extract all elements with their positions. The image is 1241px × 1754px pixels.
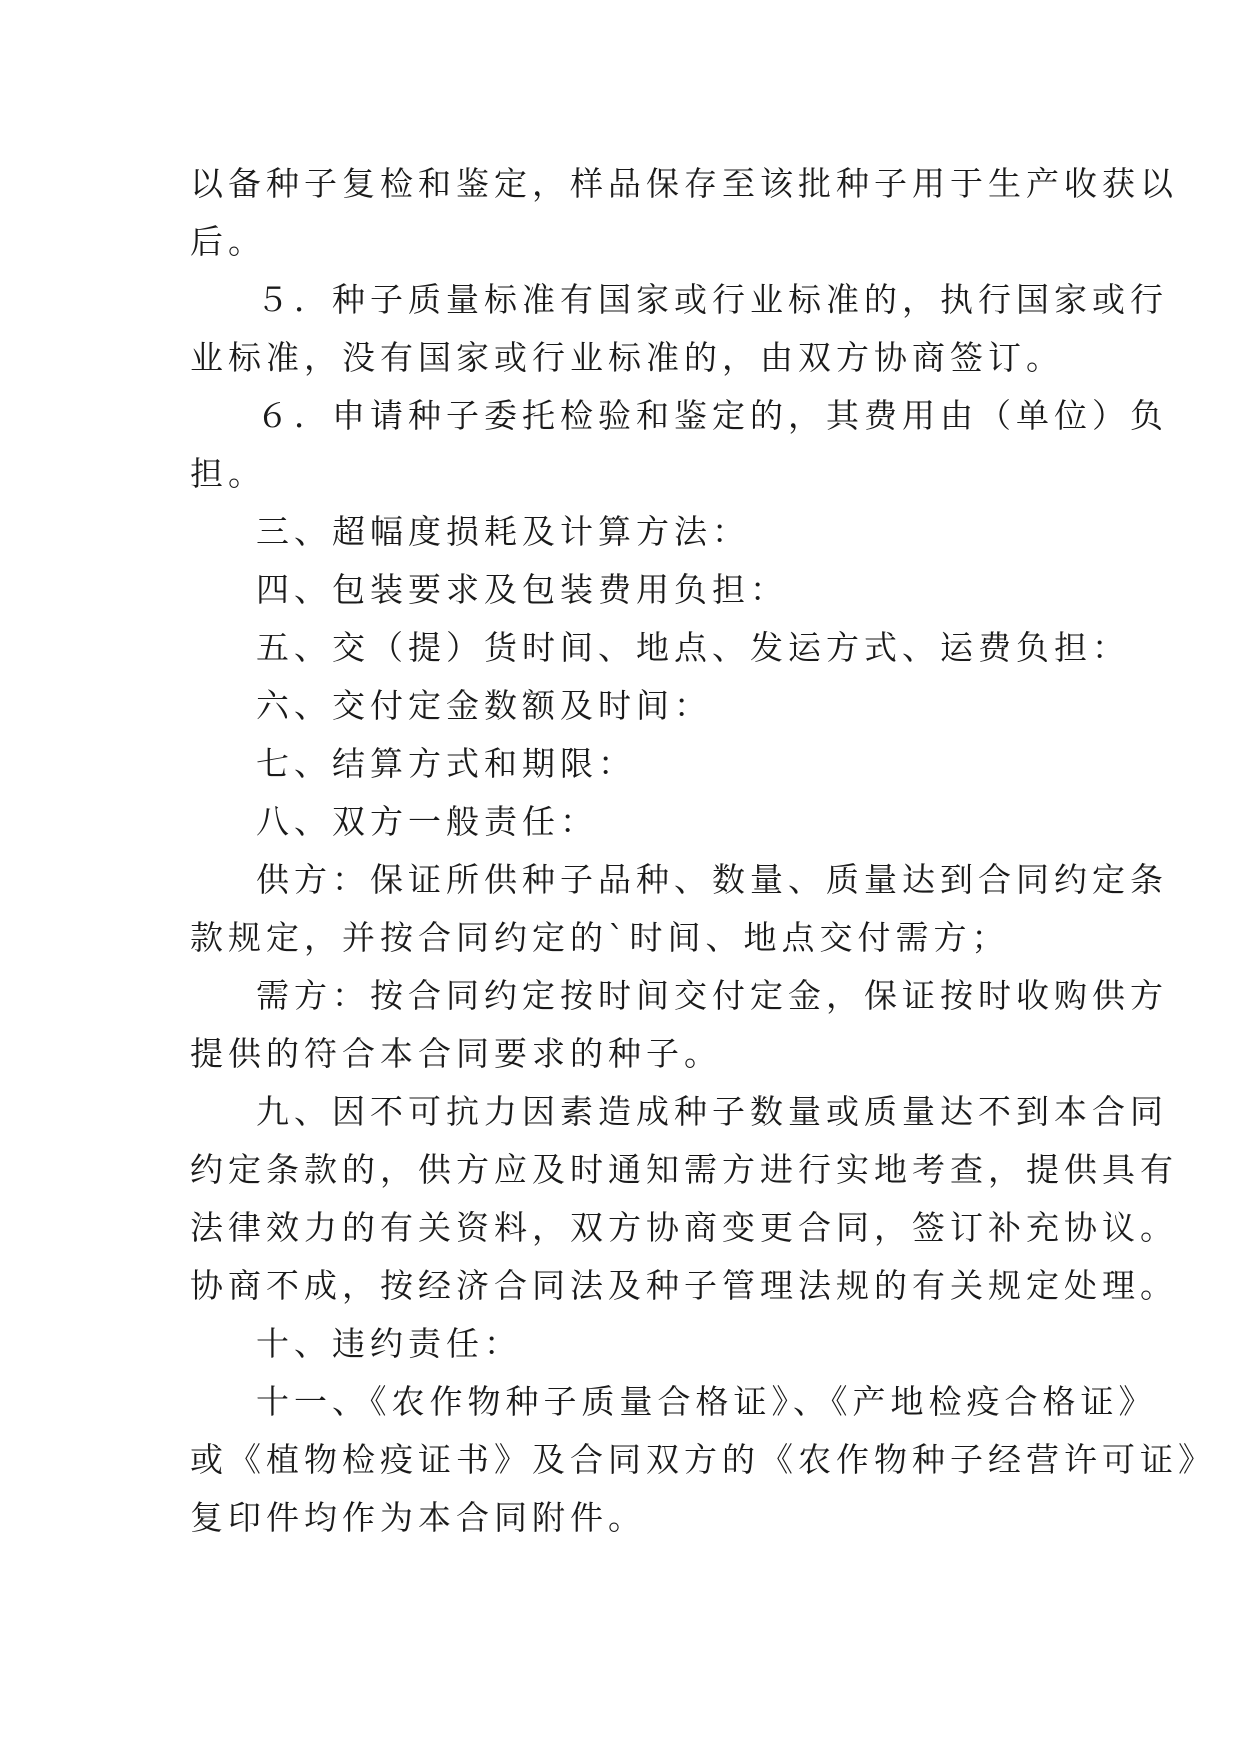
section-heading: 十、违约责任： (256, 1324, 522, 1363)
text-line: 需方：按合同约定按时间交付定金，保证按时收购供方 (256, 976, 1168, 1015)
text-line: ６．申请种子委托检验和鉴定的，其费用由（单位）负 (256, 396, 1168, 435)
text-line: 协商不成，按经济合同法及种子管理法规的有关规定处理。 (190, 1266, 1178, 1305)
text-line: 担。 (190, 454, 266, 493)
text-line: 以备种子复检和鉴定，样品保存至该批种子用于生产收获以 (190, 164, 1178, 203)
section-heading: 三、超幅度损耗及计算方法： (256, 512, 750, 551)
text-line: 十一、《农作物种子质量合格证》、《产地检疫合格证》 (256, 1382, 1157, 1421)
section-heading: 八、双方一般责任： (256, 802, 598, 841)
text-line: 复印件均作为本合同附件。 (190, 1498, 646, 1537)
section-heading: 四、包装要求及包装费用负担： (256, 570, 788, 609)
section-heading: 七、结算方式和期限： (256, 744, 636, 783)
text-line: ５．种子质量标准有国家或行业标准的，执行国家或行 (256, 280, 1168, 319)
text-line: 九、因不可抗力因素造成种子数量或质量达不到本合同 (256, 1092, 1168, 1131)
text-line: 供方：保证所供种子品种、数量、质量达到合同约定条 (256, 860, 1168, 899)
text-line: 法律效力的有关资料，双方协商变更合同，签订补充协议。 (190, 1208, 1178, 1247)
text-line: 或《植物检疫证书》及合同双方的《农作物种子经营许可证》 (190, 1440, 1216, 1479)
text-line: 后。 (190, 222, 266, 261)
text-line: 约定条款的，供方应及时通知需方进行实地考查，提供具有 (190, 1150, 1178, 1189)
document-body (190, 155, 1216, 1547)
section-heading: 五、交（提）货时间、地点、发运方式、运费负担： (256, 628, 1130, 667)
section-heading: 六、交付定金数额及时间： (256, 686, 712, 725)
text-line: 提供的符合本合同要求的种子。 (190, 1034, 722, 1073)
text-line: 款规定，并按合同约定的`时间、地点交付需方； (190, 918, 1010, 957)
text-line: 业标准，没有国家或行业标准的，由双方协商签订。 (190, 338, 1064, 377)
